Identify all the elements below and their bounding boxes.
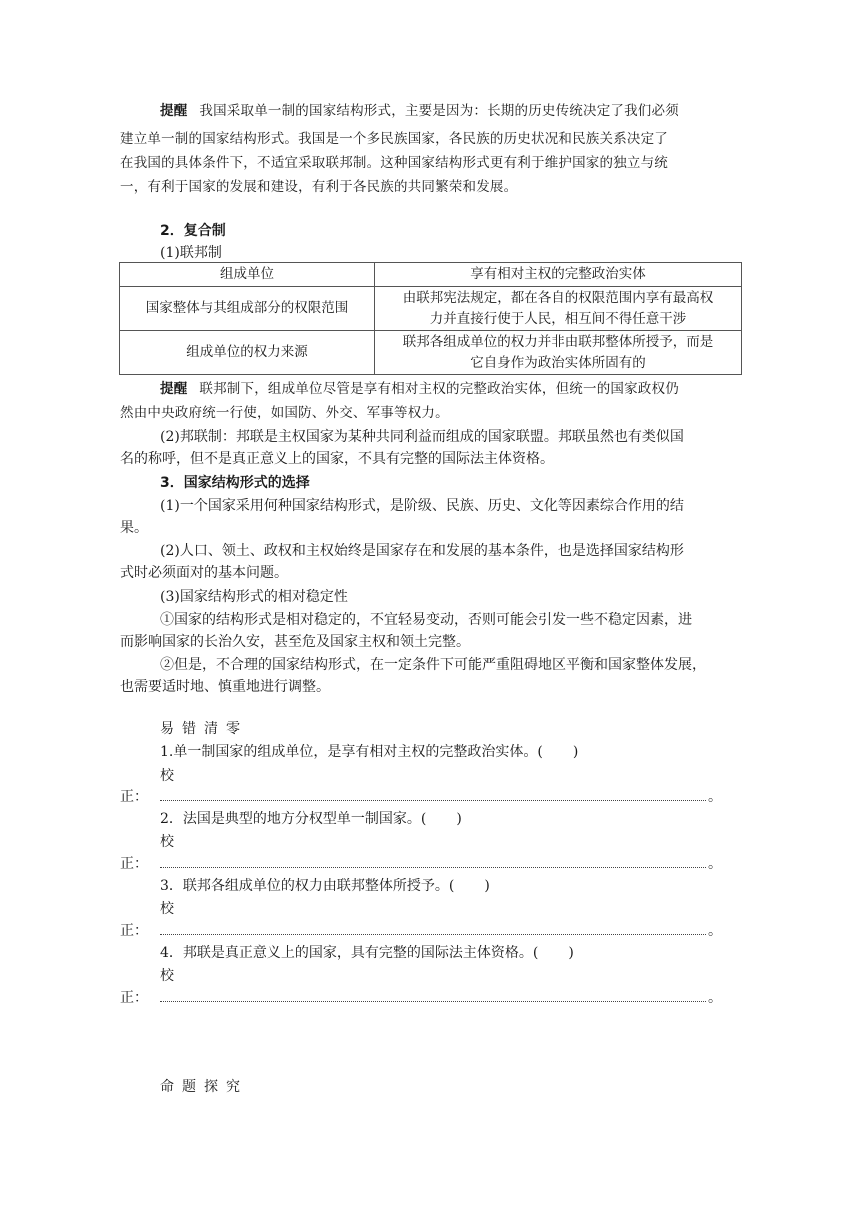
error-question: [160, 942, 742, 964]
paragraph-line: 果。: [120, 520, 148, 536]
question-text: 1.单一制国家的组成单位，是享有相对主权的完整政治实体。(: [160, 744, 543, 760]
tip-label: 提醒: [160, 381, 188, 397]
tip-line: 联邦制下，组成单位尽管是享有相对主权的完整政治实体，但统一的国家政权仍: [199, 381, 679, 397]
close-paren: ): [568, 945, 574, 961]
table-header: 享有相对主权的完整政治实体: [375, 263, 742, 287]
error-question: [160, 741, 742, 763]
section-title-propositions: 命题探究: [160, 1079, 248, 1095]
tip-line: 我国采取单一制的国家结构形式，主要是因为：长期的历史传统决定了我们必须: [199, 103, 679, 119]
correction-label: 正：: [120, 990, 148, 1006]
correction-label: 正：: [120, 789, 148, 805]
paragraph-line: (1)一个国家采用何种国家结构形式，是阶级、民族、历史、文化等因素综合作用的结: [160, 498, 684, 514]
paragraph-line: ②但是，不合理的国家结构形式，在一定条件下可能严重阻碍地区平衡和国家整体发展，: [160, 657, 706, 673]
section-heading: 3．国家结构形式的选择: [160, 475, 310, 491]
error-question: [160, 875, 742, 897]
correction-line[interactable]: [160, 999, 706, 1002]
paragraph-line: 也需要适时地、慎重地进行调整。: [120, 679, 330, 695]
cell-line: 它自身作为政治实体所固有的: [470, 354, 646, 371]
tip-line: 然由中央政府统一行使，如国防、外交、军事等权力。: [120, 405, 449, 421]
section-heading: 2．复合制: [160, 223, 226, 239]
correction-label: 校: [160, 968, 174, 984]
paragraph-line: ①国家的结构形式是相对稳定的，不宜轻易变动，否则可能会引发一些不稳定因素，进: [160, 612, 692, 628]
paragraph-line: (2)人口、领土、政权和主权始终是国家存在和发展的基本条件，也是选择国家结构形: [160, 543, 684, 559]
table-cell: 国家整体与其组成部分的权限范围: [120, 287, 375, 331]
correction-label: 校: [160, 901, 174, 917]
close-paren: ): [456, 811, 462, 827]
tip-paragraph-2: [160, 378, 742, 400]
table-header-row: [120, 263, 742, 287]
table-row: [120, 331, 742, 375]
table-header: 组成单位: [120, 263, 375, 287]
tip-line: 建立单一制的国家结构形式。我国是一个多民族国家，各民族的历史状况和民族关系决定了: [120, 131, 668, 147]
correction-line[interactable]: [160, 798, 706, 801]
table-row: [120, 287, 742, 331]
end-mark: 。: [708, 789, 722, 805]
end-mark: 。: [708, 923, 722, 939]
paragraph-line: 而影响国家的长治久安，甚至危及国家主权和领土完整。: [120, 634, 470, 650]
correction-line[interactable]: [160, 932, 706, 935]
subheading: (1)联邦制: [160, 245, 222, 261]
question-text: 3．联邦各组成单位的权力由联邦整体所授予。(: [160, 878, 455, 894]
close-paren: ): [572, 744, 579, 760]
table-cell: [375, 287, 742, 331]
cell-line: 由联邦宪法规定，都在各自的权限范围内享有最高权: [402, 289, 714, 306]
paragraph-line: 名的称呼，但不是真正意义上的国家，不具有完整的国际法主体资格。: [120, 451, 554, 467]
correction-label: 校: [160, 768, 174, 784]
cell-line: 联邦各组成单位的权力并非由联邦整体所授予，而是: [402, 333, 714, 350]
cell-line: 力并直接行使于人民，相互间不得任意干涉: [429, 310, 687, 327]
paragraph-line: 式时必须面对的基本问题。: [120, 565, 288, 581]
tip-line: 在我国的具体条件下，不适宜采取联邦制。这种国家结构形式更有利于维护国家的独立与统: [120, 155, 668, 171]
question-text: 2．法国是典型的地方分权型单一制国家。(: [160, 811, 427, 827]
federal-table: [119, 262, 742, 375]
section-title-errors: 易错清零: [160, 721, 248, 737]
question-text: 4．邦联是真正意义上的国家，具有完整的国际法主体资格。(: [160, 945, 539, 961]
correction-label: 校: [160, 834, 174, 850]
paragraph-line: (3)国家结构形式的相对稳定性: [160, 589, 348, 605]
table-cell: 组成单位的权力来源: [120, 331, 375, 375]
close-paren: ): [484, 878, 490, 894]
correction-line[interactable]: [160, 865, 706, 868]
paragraph-line: (2)邦联制：邦联是主权国家为某种共同利益而组成的国家联盟。邦联虽然也有类似国: [160, 429, 684, 445]
end-mark: 。: [708, 990, 722, 1006]
end-mark: 。: [708, 856, 722, 872]
tip-label: 提醒: [160, 103, 188, 119]
correction-label: 正：: [120, 923, 148, 939]
tip-paragraph-1: [160, 100, 742, 122]
error-question: [160, 808, 742, 830]
table-cell: [375, 331, 742, 375]
tip-line: 一，有利于国家的发展和建设，有利于各民族的共同繁荣和发展。: [120, 179, 518, 195]
correction-label: 正：: [120, 856, 148, 872]
